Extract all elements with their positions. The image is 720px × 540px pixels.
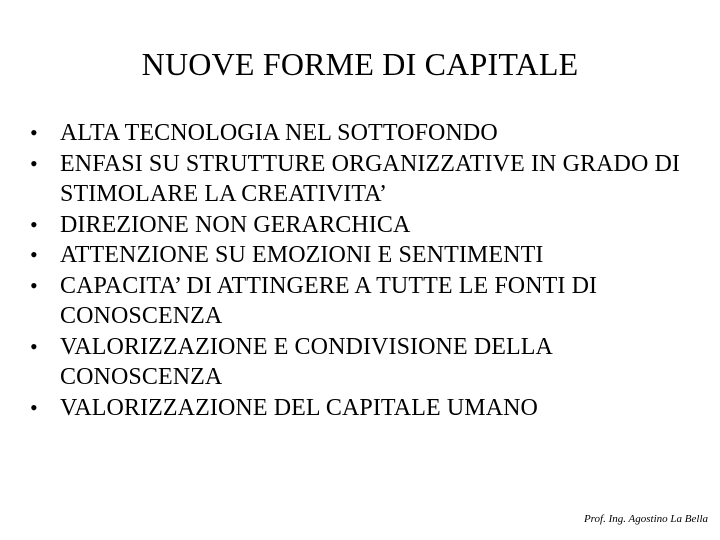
- bullet-icon: •: [30, 272, 38, 298]
- bullet-text: VALORIZZAZIONE DEL CAPITALE UMANO: [60, 394, 538, 421]
- bullet-item: [30, 210, 690, 241]
- bullet-text: ALTA TECNOLOGIA NEL SOTTOFONDO: [60, 120, 498, 146]
- bullet-item: [30, 149, 690, 210]
- bullet-item: [30, 332, 690, 393]
- footer-author: Prof. Ing. Agostino La Bella: [583, 513, 708, 525]
- bullet-text: DIREZIONE NON GERARCHICA: [60, 211, 411, 238]
- bullet-icon: •: [30, 242, 38, 267]
- bullet-text: CAPACITA’ DI ATTINGERE A TUTTE LE FONTI DI CONOSCENZA: [60, 272, 598, 329]
- bullet-icon: •: [30, 333, 38, 359]
- bullet-item: [30, 271, 690, 332]
- slide-title: NUOVE FORME DI CAPITALE: [141, 46, 579, 82]
- bullet-item: [30, 240, 690, 271]
- bullet-item: [30, 118, 690, 149]
- bullet-icon: •: [30, 150, 38, 176]
- bullet-text: VALORIZZAZIONE E CONDIVISIONE DELLA CONOSCENZA: [60, 333, 552, 390]
- bullet-icon: •: [30, 394, 38, 420]
- bullet-list: [30, 118, 690, 423]
- bullet-text: ATTENZIONE SU EMOZIONI E SENTIMENTI: [60, 242, 544, 268]
- bullet-icon: •: [30, 120, 38, 145]
- bullet-icon: •: [30, 211, 38, 237]
- bullet-item: [30, 393, 690, 424]
- bullet-text: ENFASI SU STRUTTURE ORGANIZZATIVE IN GRADO DI STIMOLARE LA CREATIVITA’: [60, 150, 681, 207]
